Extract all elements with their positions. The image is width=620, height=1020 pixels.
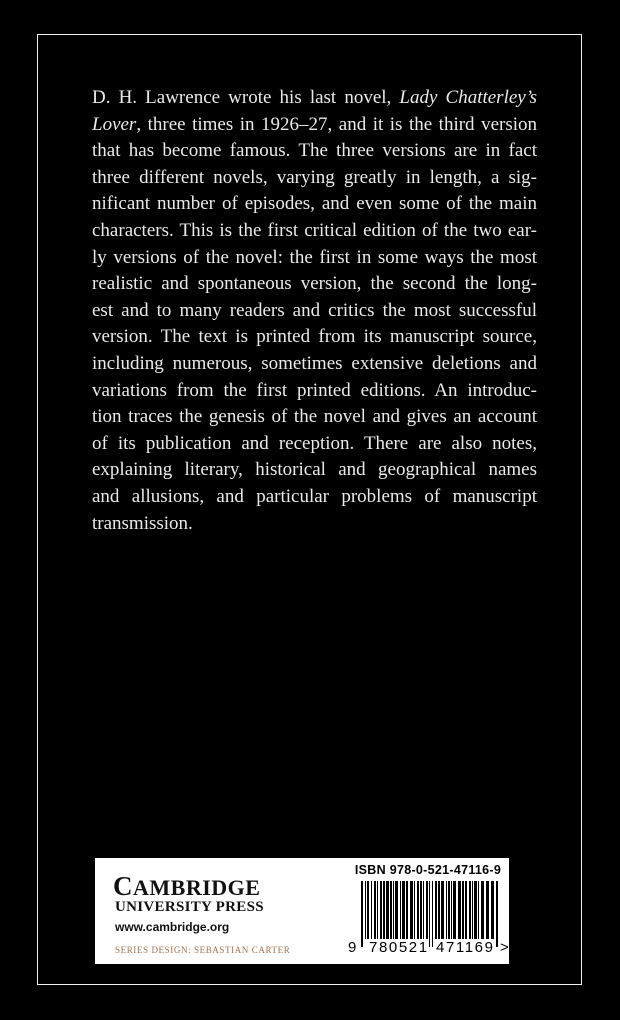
publisher-url: www.cambridge.org [115, 920, 230, 934]
blurb-line [92, 138, 537, 165]
blurb-line-text: D. H. Lawrence wrote his last novel, [92, 87, 400, 108]
blurb-line [92, 511, 537, 538]
barcode-bar [390, 881, 392, 939]
blurb-line-text: realistic and spontaneous version, the second the long- [92, 273, 537, 295]
barcode-bar [400, 881, 401, 939]
barcode-bar [478, 881, 479, 939]
blurb-line [92, 218, 537, 245]
blurb-line [92, 404, 537, 431]
blurb-line-text: transmission. [92, 512, 193, 534]
barcode-bar [386, 881, 389, 939]
barcode-bar [491, 881, 494, 939]
logo-initial: C [113, 871, 133, 901]
barcode-bar [472, 881, 473, 939]
blurb-line-text: ly versions of the novel: the first in some ways the most [92, 246, 537, 268]
blurb-line [92, 85, 537, 112]
blurb-line-text: characters. This is the first critical edition of the two ear- [92, 219, 537, 241]
barcode-right-group: 471169 [436, 939, 495, 956]
barcode-bar [441, 881, 444, 939]
isbn-label: ISBN 978-0-521-47116-9 [354, 863, 502, 877]
barcode-bar [465, 881, 467, 939]
blurb-line-text: three different novels, varying greatly in length, a sig- [92, 166, 537, 188]
blurb-line-text: est and to many readers and critics the most successful [92, 299, 537, 321]
blurb-line [92, 484, 537, 511]
barcode-quiet-mark: > [500, 939, 509, 956]
barcode-bar [432, 881, 433, 947]
barcode-bar [458, 881, 461, 939]
barcode-bar [420, 881, 422, 939]
blurb-line [92, 245, 537, 272]
barcode-bar [414, 881, 415, 939]
blurb-line [92, 271, 537, 298]
barcode-bar [446, 881, 447, 939]
barcode-bar [423, 881, 424, 939]
barcode-bar [380, 881, 382, 939]
barcode-bar [393, 881, 394, 939]
barcode-bar [435, 881, 437, 939]
barcode-bar [365, 881, 366, 939]
blurb-line-text: variations from the first printed editions. An introduc- [92, 379, 537, 401]
book-title-italic: Lady Chatterley’s [399, 87, 537, 108]
barcode-bar [448, 881, 450, 939]
barcode-bar [367, 881, 369, 939]
blurb-line [92, 191, 537, 218]
blurb-line-text: that has become famous. The three versions are in fact [92, 140, 537, 162]
publisher-logo-cambridge [113, 873, 260, 900]
barcode-bar [410, 881, 413, 939]
blurb-line-text: of its publication and reception. There are also notes, [92, 432, 537, 454]
barcode-bar [377, 881, 378, 939]
barcode-bar [474, 881, 477, 939]
blurb-line-text: nificant number of episodes, and even some of the main [92, 193, 537, 215]
barcode-bar [496, 881, 498, 947]
blurb-line [92, 457, 537, 484]
book-title-italic: Lover [92, 113, 137, 135]
blurb-line-text: including numerous, sometimes extensive deletions and [92, 352, 537, 374]
blurb-line-text: , three times in 1926–27, and it is the third version [136, 113, 537, 135]
publisher-logo-university-press: UNIVERSITY PRESS [115, 899, 264, 915]
barcode-bar [426, 881, 428, 939]
blurb-line-text: version. The text is printed from its manuscript source, [92, 326, 537, 348]
blurb-line [92, 431, 537, 458]
barcode-bar [371, 881, 372, 939]
blurb-text [92, 85, 537, 537]
logo-rest: AMBRIDGE [133, 875, 261, 900]
barcode-bar [451, 881, 452, 939]
blurb-line-text: explaining literary, historical and geographical names [92, 459, 537, 481]
barcode-bar [486, 881, 489, 939]
barcode-lead-digit: 9 [348, 939, 357, 956]
blurb-line [92, 378, 537, 405]
blurb-line [92, 298, 537, 325]
barcode-bar [453, 881, 456, 939]
barcode-bar [406, 881, 408, 939]
blurb-line-text: tion traces the genesis of the novel and gives an account [92, 406, 537, 428]
barcode-bar [469, 881, 471, 939]
barcode-bar [438, 881, 440, 939]
blurb-line [92, 351, 537, 378]
barcode-bar [429, 881, 430, 947]
barcode-bar [417, 881, 419, 939]
barcode-bar [374, 881, 376, 939]
barcode-bar [383, 881, 385, 939]
publisher-panel [95, 858, 509, 964]
barcode-bar [462, 881, 464, 939]
barcode-bar [361, 881, 363, 947]
blurb-line [92, 112, 537, 139]
blurb-line-text: and allusions, and particular problems of manuscript [92, 485, 537, 507]
barcode-left-group: 780521 [369, 939, 429, 956]
series-design-credit: SERIES DESIGN: SEBASTIAN CARTER [115, 945, 291, 955]
barcode-bar [395, 881, 398, 939]
barcode-bar [481, 881, 484, 939]
barcode-digits [348, 940, 508, 960]
blurb-line [92, 324, 537, 351]
blurb-line [92, 165, 537, 192]
barcode-bar [402, 881, 405, 939]
